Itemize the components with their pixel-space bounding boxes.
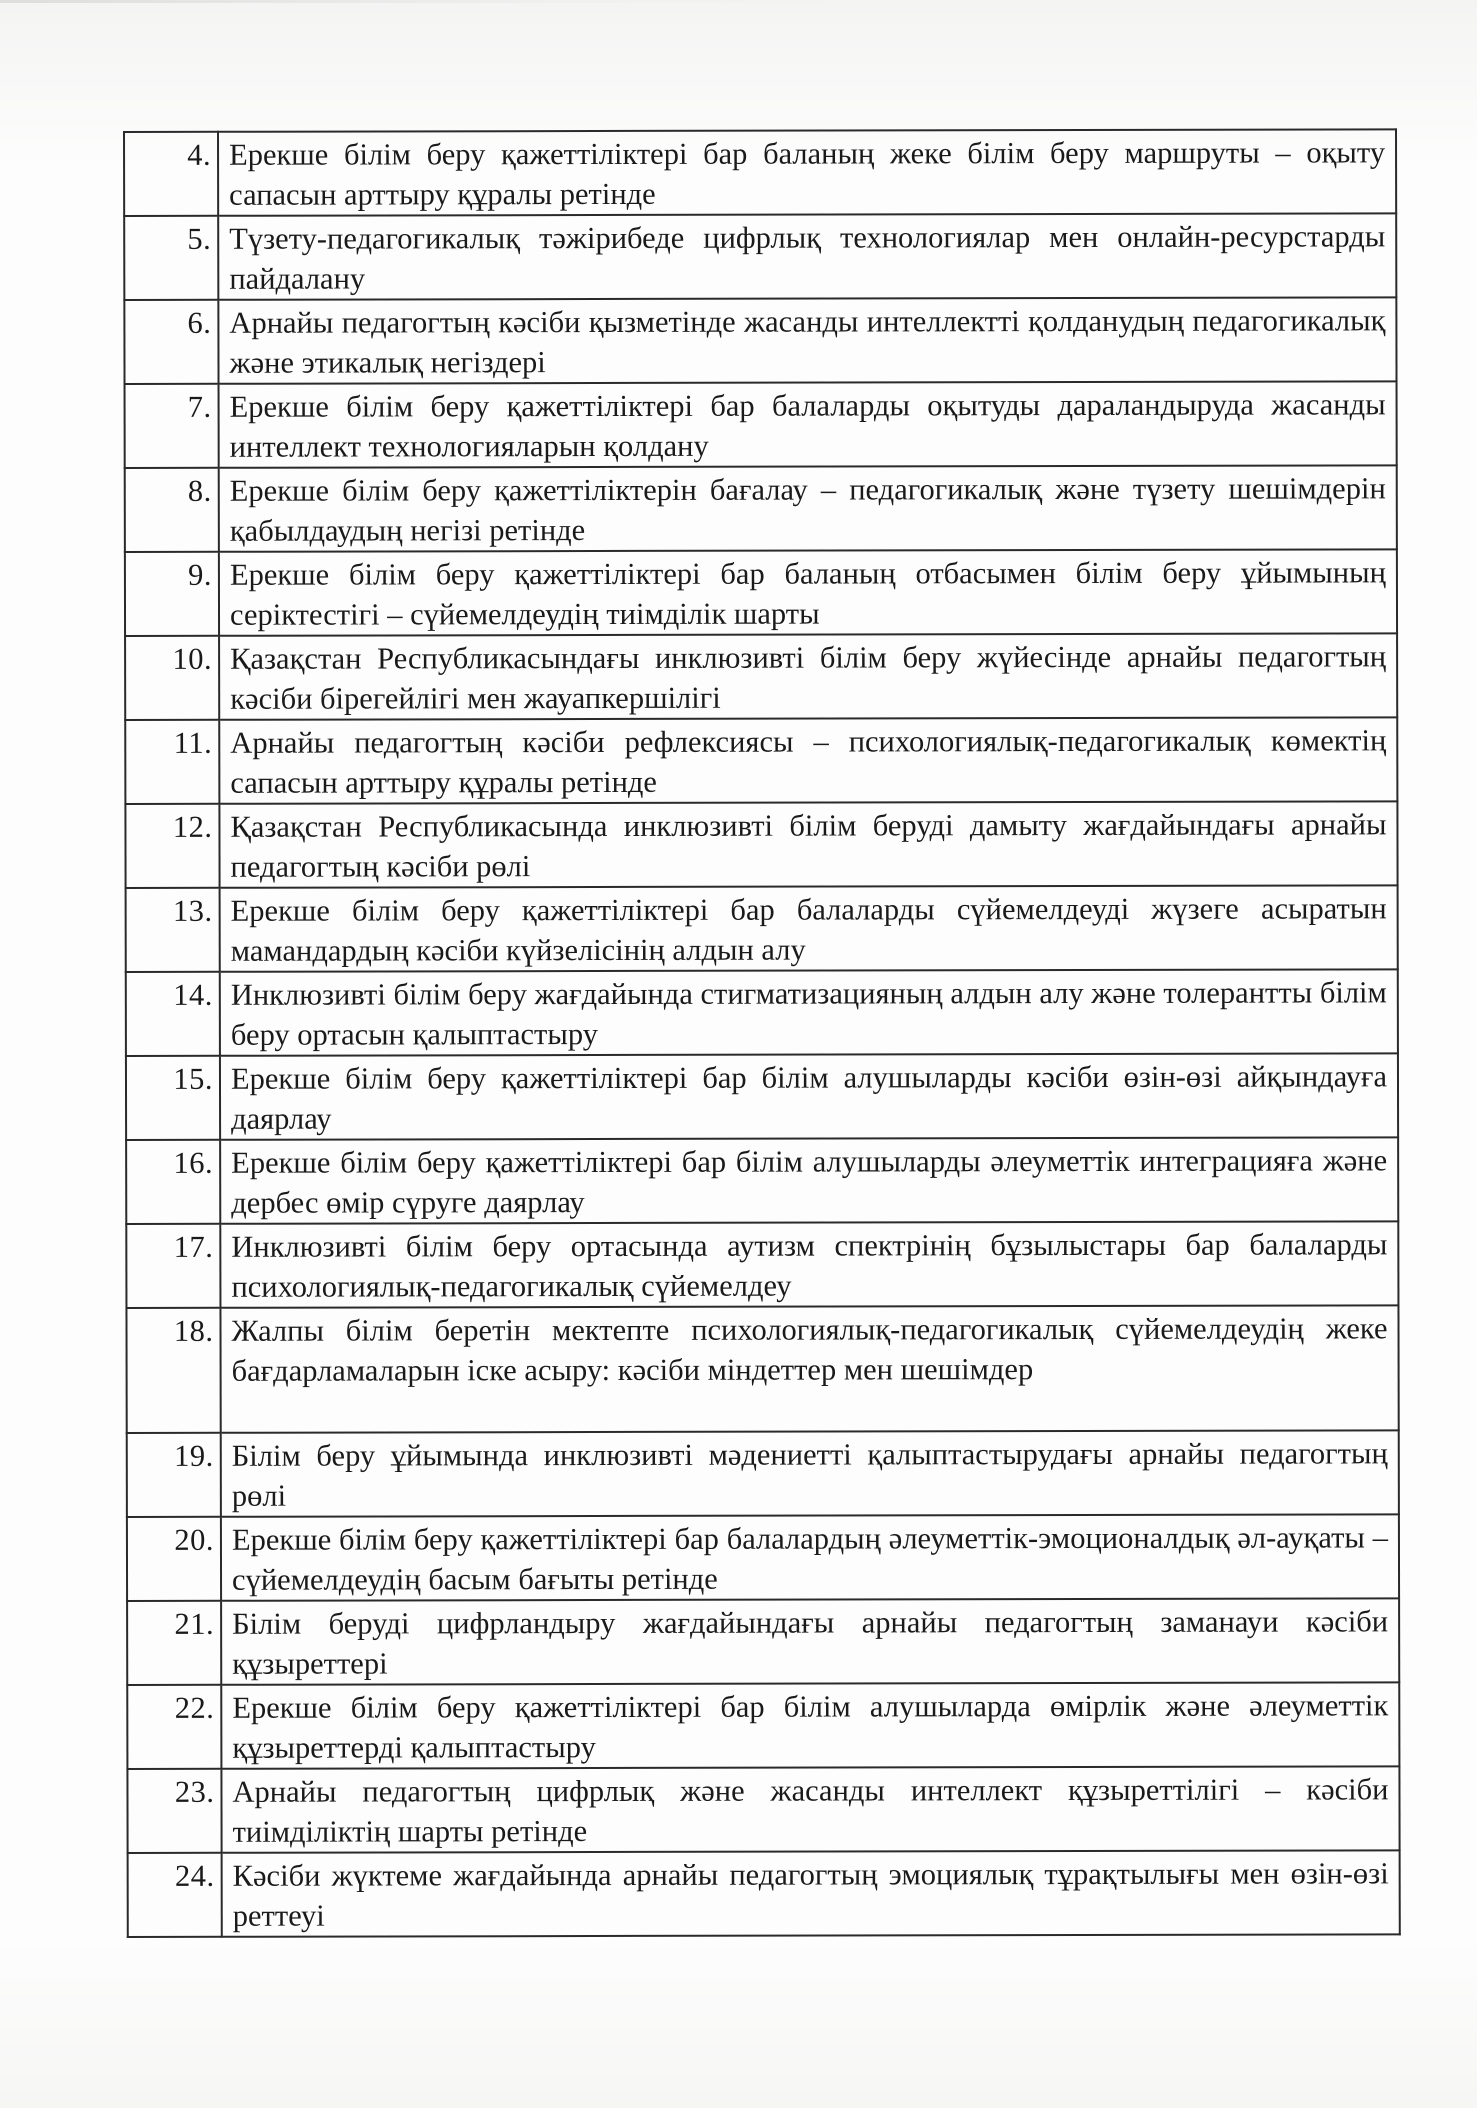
topics-table (123, 128, 1401, 1938)
topic-row (126, 1137, 1398, 1224)
topic-row (124, 213, 1396, 300)
topic-number: 15. (126, 1056, 220, 1140)
scan-edge-shadow (0, 0, 1477, 3)
topic-row (125, 633, 1397, 720)
topic-title: Ерекше білім беру қажеттіліктері бар баланың отбасымен білім беру ұйымының серіктестігі – сүйемелдеудің тиімділік шарты (219, 549, 1397, 635)
topic-row (127, 1514, 1399, 1601)
topic-row (126, 1305, 1398, 1433)
topic-number: 13. (126, 888, 220, 972)
topic-title: Ерекше білім беру қажеттіліктері бар білім алушыларды кәсіби өзін-өзі айқындауға даярлау (220, 1053, 1398, 1139)
topic-title: Қазақстан Республикасындағы инклюзивті білім беру жүйесінде арнайы педагогтың кәсіби бірегейлігі мен жауапкершілігі (219, 633, 1397, 719)
topic-title: Арнайы педагогтың цифрлық және жасанды интеллект құзыреттілігі – кәсіби тиімділіктің шарты ретінде (221, 1766, 1399, 1852)
topic-title: Кәсіби жүктеме жағдайында арнайы педагогтың эмоциялық тұрақтылығы мен өзін-өзі реттеуі (222, 1850, 1400, 1936)
topic-row (125, 801, 1397, 888)
topic-number: 11. (125, 720, 219, 804)
topic-number: 10. (125, 636, 219, 720)
topic-title: Білім беруді цифрландыру жағдайындағы арнайы педагогтың заманауи кәсіби құзыреттері (221, 1598, 1399, 1684)
topic-title: Ерекше білім беру қажеттіліктері бар балалардың әлеуметтік-эмоционалдық әл-ауқаты – сүйемелдеудің басым бағыты ретінде (221, 1514, 1399, 1600)
topic-row (127, 1598, 1399, 1685)
topic-row (124, 297, 1396, 384)
topic-row (126, 1053, 1398, 1140)
topic-title: Ерекше білім беру қажеттіліктері бар білім алушыларды әлеуметтік интеграцияға және дербес өмір сүруге даярлау (220, 1137, 1398, 1223)
topic-number: 18. (126, 1308, 220, 1433)
topic-row (124, 129, 1396, 216)
topic-row (126, 885, 1398, 972)
topic-title: Ерекше білім беру қажеттіліктері бар баланың жеке білім беру маршруты – оқыту сапасын арттыру құралы ретінде (218, 129, 1396, 215)
topic-number: 9. (125, 552, 219, 636)
topic-title: Қазақстан Республикасында инклюзивті білім беруді дамыту жағдайындағы арнайы педагогтың кәсіби рөлі (219, 801, 1397, 887)
topic-row (126, 1221, 1398, 1308)
topics-table-body (124, 129, 1400, 1937)
topic-title: Ерекше білім беру қажеттіліктері бар балаларды сүйемелдеуді жүзеге асыратын мамандардың кәсіби күйзелісінің алдын алу (220, 885, 1398, 971)
topic-row (128, 1850, 1400, 1937)
topic-title: Арнайы педагогтың кәсіби рефлексиясы – психологиялық-педагогикалық көмектің сапасын арттыру құралы ретінде (219, 717, 1397, 803)
topic-number: 14. (126, 972, 220, 1056)
topic-number: 24. (128, 1853, 222, 1937)
topic-row (127, 1766, 1399, 1853)
topic-row (127, 1682, 1399, 1769)
topic-number: 19. (127, 1433, 221, 1517)
topic-title: Арнайы педагогтың кәсіби қызметінде жасанды интеллектті қолданудың педагогикалық және этикалық негіздері (218, 297, 1396, 383)
topic-row (125, 717, 1397, 804)
topic-title: Ерекше білім беру қажеттіліктерін бағалау – педагогикалық және түзету шешімдерін қабылдаудың негізі ретінде (219, 465, 1397, 551)
topic-title: Түзету-педагогикалық тәжірибеде цифрлық технологиялар мен онлайн-ресурстарды пайдалану (218, 213, 1396, 299)
topic-number: 16. (126, 1140, 220, 1224)
topic-number: 4. (124, 132, 218, 216)
topic-number: 22. (127, 1685, 221, 1769)
topic-number: 17. (126, 1224, 220, 1308)
topic-title: Жалпы білім беретін мектепте психологиялық-педагогикалық сүйемелдеудің жеке бағдарламаларын іске асыру: кәсіби міндеттер мен шешімдер (220, 1305, 1398, 1432)
topic-number: 20. (127, 1517, 221, 1601)
topic-number: 21. (127, 1601, 221, 1685)
topic-title: Инклюзивті білім беру ортасында аутизм спектрінің бұзылыстары бар балаларды психологиялық-педагогикалық сүйемелдеу (220, 1221, 1398, 1307)
topic-number: 7. (125, 384, 219, 468)
topic-number: 12. (125, 804, 219, 888)
topic-row (125, 381, 1397, 468)
topic-number: 6. (124, 300, 218, 384)
topic-title: Ерекше білім беру қажеттіліктері бар балаларды оқытуды дараландыруда жасанды интеллект технологияларын қолдану (219, 381, 1397, 467)
topic-title: Инклюзивті білім беру жағдайында стигматизацияның алдын алу және толерантты білім беру ортасын қалыптастыру (220, 969, 1398, 1055)
topic-row (126, 969, 1398, 1056)
topic-row (127, 1430, 1399, 1517)
topic-number: 5. (124, 216, 218, 300)
topic-number: 23. (127, 1769, 221, 1853)
topic-title: Білім беру ұйымында инклюзивті мәдениетті қалыптастырудағы арнайы педагогтың рөлі (221, 1430, 1399, 1516)
topic-row (125, 549, 1397, 636)
topic-number: 8. (125, 468, 219, 552)
topic-title: Ерекше білім беру қажеттіліктері бар білім алушыларда өмірлік және әлеуметтік құзыреттерді қалыптастыру (221, 1682, 1399, 1768)
topic-row (125, 465, 1397, 552)
